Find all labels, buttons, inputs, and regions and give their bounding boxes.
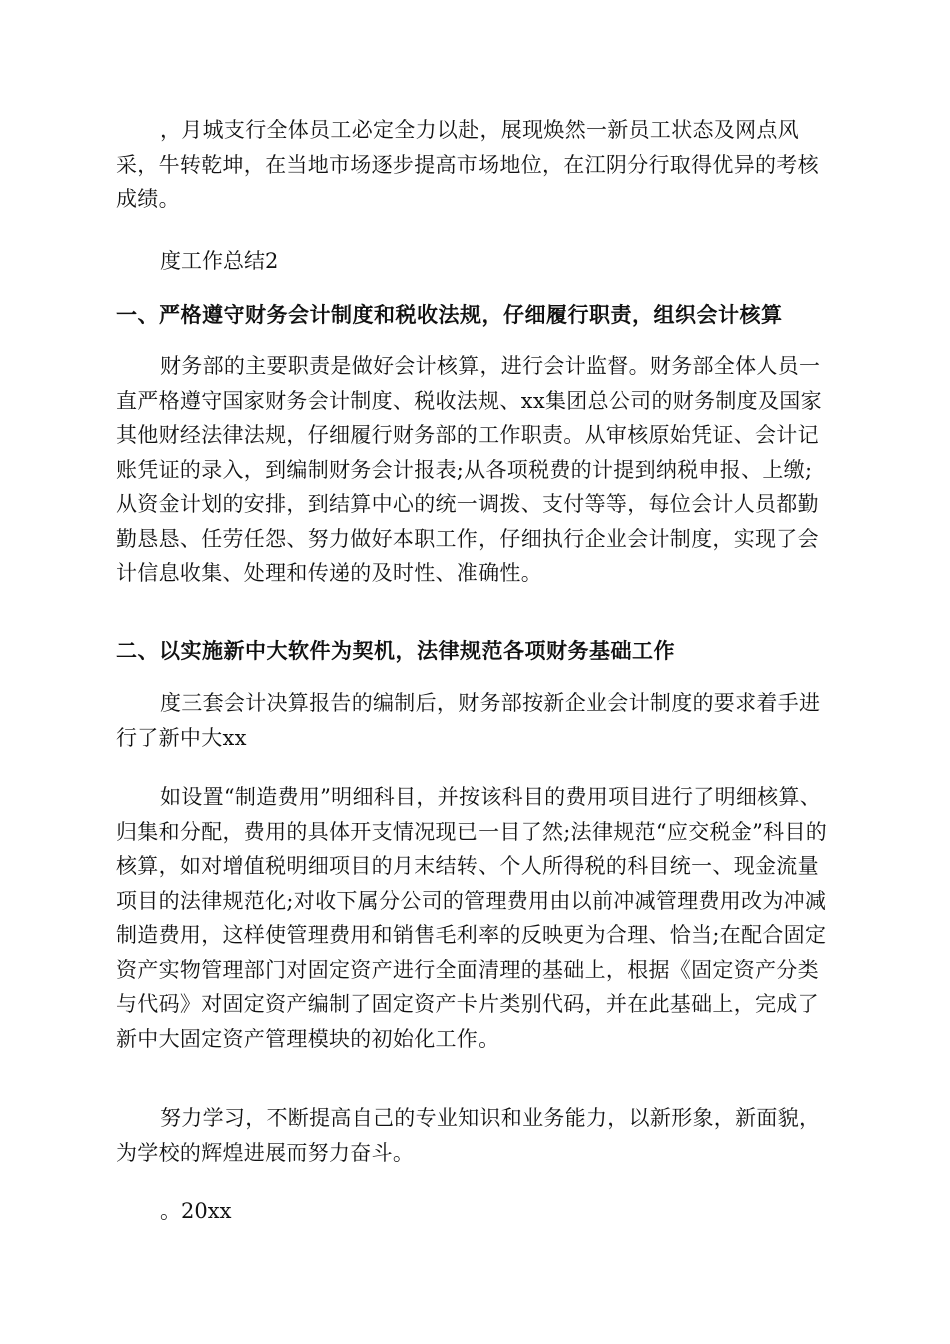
paragraph-1: ，月城支行全体员工必定全力以赴，展现焕然一新员工状态及网点风采，牛转乾坤，在当地市场逐步提高市场地位，在江阴分行取得优异的考核成绩。 — [116, 118, 819, 211]
paragraph-4: 如设置“制造费用”明细科目，并按该科目的费用项目进行了明细核算、归集和分配，费用的具体开支情况现已一目了然;法律规范“应交税金”科目的核算，如对增值税明细项目的月末结转、个人所得税的科目统一、现金流量项目的法律规范化;对收下属分公司的管理费用由以前冲减管理费用改为冲减制造费用，这样使管理费用和销售毛利率的反映更为合理、恰当;在配合固定资产实物管理部门对固定资产进行全面清理的基础上，根据《固定资产分类与代码》对固定资产编制了固定资产卡片类别代码，并在此基础上，完成了新中大固定资产管理模块的初始化工作。 — [116, 785, 828, 1051]
paragraph-3: 度三套会计决算报告的编制后，财务部按新企业会计制度的要求着手进行了新中大xx — [116, 691, 821, 750]
heading-2: 二、以实施新中大软件为契机，法律规范各项财务基础工作 — [116, 638, 675, 663]
paragraph-2: 财务部的主要职责是做好会计核算，进行会计监督。财务部全体人员一直严格遵守国家财务会计制度、税收法规、xx集团总公司的财务制度及国家其他财经法律法规，仔细履行财务部的工作职责。从审核原始凭证、会计记账凭证的录入，到编制财务会计报表;从各项税费的计提到纳税申报、上缴;从资金计划的安排，到结算中心的统一调拨、支付等等，每位会计人员都勤勤恳恳、任劳任怨、努力做好本职工作，仔细执行企业会计制度，实现了会计信息收集、处理和传递的及时性、准确性。 — [116, 354, 822, 585]
paragraph-6: 。20xx — [160, 1199, 232, 1223]
heading-1: 一、严格遵守财务会计制度和税收法规，仔细履行职责，组织会计核算 — [116, 302, 783, 327]
paragraph-5: 努力学习，不断提高自己的专业知识和业务能力，以新形象，新面貌，为学校的辉煌进展而努力奋斗。 — [116, 1106, 821, 1165]
section-subtitle: 度工作总结2 — [160, 249, 279, 273]
